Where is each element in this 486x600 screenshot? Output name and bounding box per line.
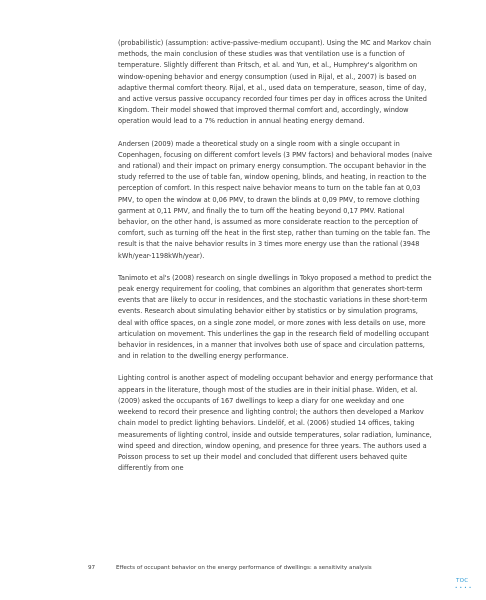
page-number: 97 (88, 565, 96, 571)
paragraph-2: Andersen (2009) made a theoretical study on a single room with a single occupant in Copenhagen, focusing on different comfort levels (3 PMV factors) and behavioral modes (naive and rational) and their impact on primary energy consumption. The occupant behavior in the study referred to the use of table fan, window opening, blinds, and heating, in reaction to the perception of comfort. In this respect naive behavior means to turn on the table fan at 0,03 PMV, to open the window at 0,06 PMV, to drawn the blinds at 0,09 PMV, to remove clothing garment at 0,11 PMV, and finally the to turn off the heating beyond 0,17 PMV. Rational behavior, on the other hand, is assumed as more considerate reaction to the perception of comfort, such as turning off the heat in the first step, rather than turning on the table fan. The result is that the naive behavior results in 3 times more energy use than the rational (3948 kWh/year-1198kWh/year). (118, 139, 433, 260)
running-title: Effects of occupant behavior on the energy performance of dwellings: a sensitivity analysis (116, 565, 372, 571)
body-text (118, 38, 434, 485)
toc-link[interactable]: TOC (456, 578, 469, 584)
paragraph-3: Tanimoto et al's (2008) research on single dwellings in Tokyo proposed a method to predict the peak energy requirement for cooling, that combines an algorithm that generates short-term events that are likely to occur in residences, and the stochastic variations in these short-term events. Research about simulating behavior either by statistics or by simulation programs, deal with office spaces, on a single zone model, or more zones with less details on use, more articulation on movement. This underlines the gap in the research field of modelling occupant behavior in residences, in a manner that involves both use of space and circulation patterns, and in relation to the dwelling energy performance. (118, 273, 432, 361)
paragraph-4: Lighting control is another aspect of modeling occupant behavior and energy performance that appears in the literature, though most of the studies are in their initial phase. Widen, et al. (2009) asked the occupants of 167 dwellings to keep a diary for one weekday and one weekend to record their presence and lighting control; the authors then developed a Markov chain model to predict lighting behaviors. Lindelöf, et al. (2006) studied 14 offices, taking measurements of lighting control, inside and outside temperatures, solar radiation, luminance, wind speed and direction, window opening, and presence for three years. The authors used a Poisson process to set up their model and concluded that different users behaved quite differently from one (118, 374, 434, 473)
paragraph-1: (probabilistic) (assumption: active-passive-medium occupant). Using the MC and Markov chain methods, the main conclusion of these studies was that ventilation use is a function of temperature. Slightly different than Fritsch, et al. and Yun, et al., Humphrey's algorithm on window-opening behavior and energy consumption (used in Rijal, et al., 2007) is based on adaptive thermal comfort theory. Rijal, et al., used data on temperature, season, time of day, and active versus passive occupancy recorded four times per day in offices across the United Kingdom. Their model showed that improved thermal comfort and, accordingly, window operation would lead to a 7% reduction in annual heating energy demand. (118, 39, 432, 126)
toc-dots-icon: • • • • (455, 585, 472, 590)
page-footer (88, 565, 428, 571)
